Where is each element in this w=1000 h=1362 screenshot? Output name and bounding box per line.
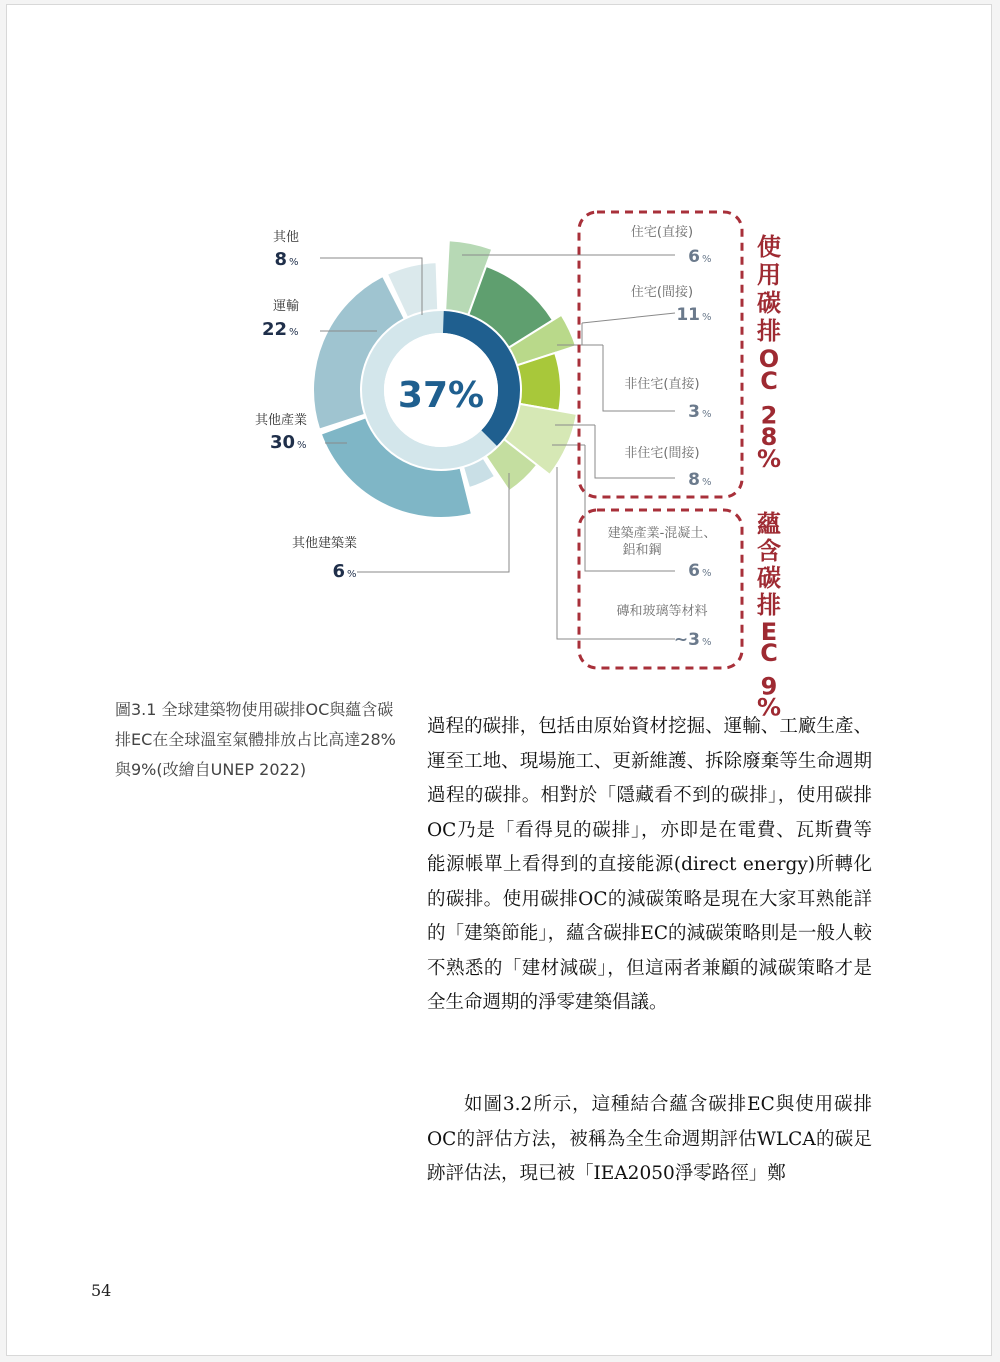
body-paragraph-2: 如圖3.2所示，這種結合蘊含碳排EC與使用碳排OC的評估方法，被稱為全生命週期評估WLCA的碳足跡評估法，現已被「IEA2050淨零路徑」鄭: [427, 1094, 872, 1184]
left-unit-0: %: [289, 257, 299, 268]
right-unit-0: %: [702, 254, 712, 265]
right-value-3: 8: [688, 470, 700, 490]
right-value-5: ~3: [673, 630, 700, 650]
right-label-4b: 鋁和鋼: [622, 543, 662, 558]
right-value-2: 3: [688, 402, 700, 422]
figure-caption: 圖3.1 全球建築物使用碳排OC與蘊含碳排EC在全球溫室氣體排放占比高達28%與9%(改繪自UNEP 2022): [115, 700, 396, 779]
right-value-4: 6: [688, 561, 700, 581]
left-value-2: 30: [269, 432, 295, 453]
right-label-4a: 建築產業-混凝土、: [607, 526, 717, 541]
ec-group-label: 蘊含碳排 E C 9 %: [756, 510, 782, 722]
right-unit-1: %: [702, 312, 712, 323]
left-value-1: 22: [261, 319, 287, 340]
right-label-5: 磚和玻璃等材料: [616, 604, 708, 619]
body-paragraph-1: 過程的碳排，包括由原始資材挖掘、運輸、工廠生產、運至工地、現場施工、更新維護、拆除廢棄等生命週期過程的碳排。相對於「隱藏看不到的碳排」，使用碳排OC乃是「看得見的碳排」，亦即是在電費、瓦斯費等能源帳單上看得到的直接能源(direct energy)所轉化的碳排。使用碳排OC的減碳策略是現在大家耳熟能詳的「建築節能」，蘊含碳排EC的減碳策略則是一般人較不熟悉的「建材減碳」，但這兩者兼顧的減碳策略才是全生命週期的淨零建築倡議。: [427, 716, 872, 1013]
right-label-1: 住宅(間接): [630, 285, 694, 300]
right-label-3: 非住宅(間接): [624, 446, 700, 461]
emissions-donut-chart: [7, 5, 993, 722]
right-label-0: 住宅(直接): [630, 225, 694, 240]
right-unit-3: %: [702, 477, 712, 488]
left-unit-2: %: [297, 440, 307, 451]
left-label-1: 運輸: [272, 299, 299, 314]
left-label-0: 其他: [272, 230, 299, 245]
right-unit-2: %: [702, 409, 712, 420]
left-value-3: 6: [332, 561, 345, 582]
oc-group-label: 使用碳排 O C 2 8 %: [756, 233, 782, 473]
right-value-0: 6: [688, 247, 700, 267]
right-label-2: 非住宅(直接): [624, 377, 700, 392]
left-label-3: 其他建築業: [291, 536, 357, 551]
left-value-0: 8: [274, 249, 287, 270]
page-number: 54: [91, 1281, 112, 1300]
right-unit-4: %: [702, 568, 712, 579]
right-value-1: 11: [676, 305, 700, 325]
book-page: [6, 4, 992, 1356]
left-label-2: 其他產業: [254, 413, 307, 428]
left-unit-1: %: [289, 327, 299, 338]
right-unit-5: %: [702, 637, 712, 648]
left-unit-3: %: [347, 569, 357, 580]
center-percentage: 37%: [397, 375, 485, 416]
